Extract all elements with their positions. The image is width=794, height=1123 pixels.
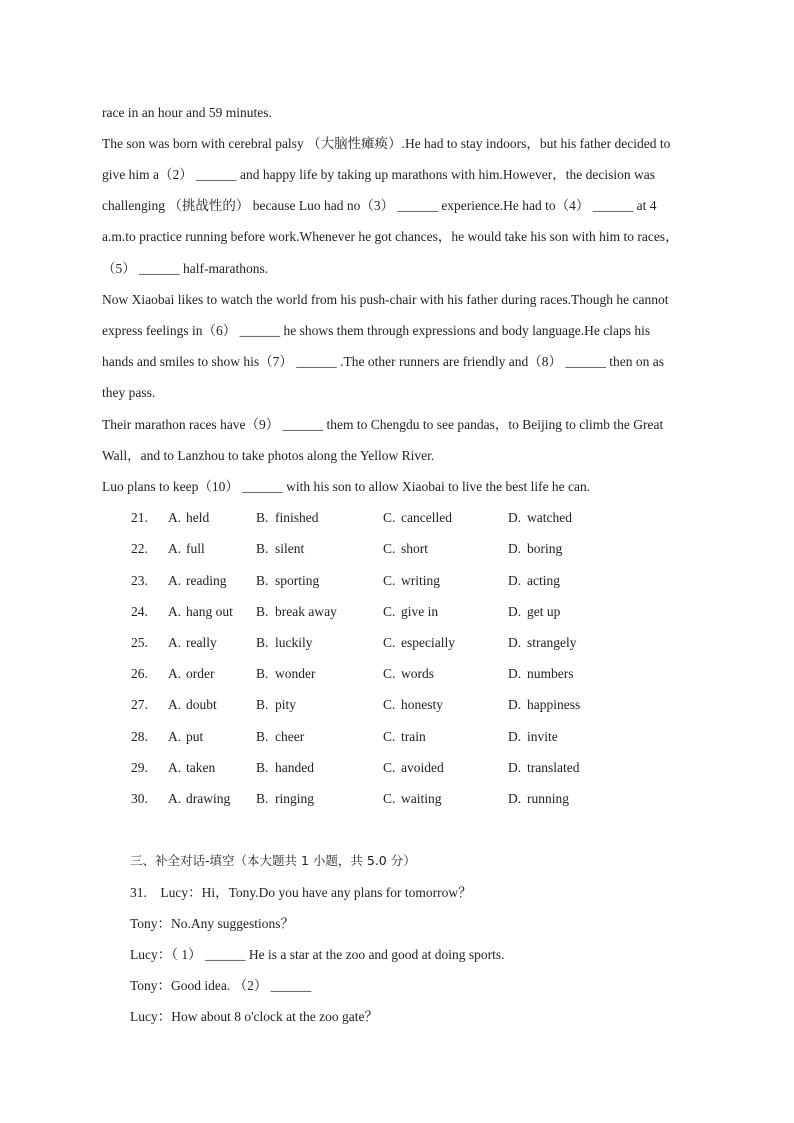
question-number: 22. <box>131 541 148 556</box>
option-label: C. <box>383 791 396 806</box>
option-d: acting <box>527 573 560 588</box>
option-a: taken <box>186 760 216 775</box>
option-b: sporting <box>275 573 320 588</box>
option-label: B. <box>256 510 269 525</box>
question-number: 23. <box>131 573 148 588</box>
option-c: words <box>401 666 434 681</box>
option-c: give in <box>401 604 439 619</box>
option-c: especially <box>401 635 455 650</box>
option-label: B. <box>256 541 269 556</box>
option-c: honesty <box>401 697 443 712</box>
passage-line: give him a（2） ______ and happy life by taking up marathons with him.However，the decision was <box>102 167 656 182</box>
option-label: D. <box>508 791 522 806</box>
option-d: boring <box>527 541 563 556</box>
question-row <box>0 759 794 777</box>
option-d: numbers <box>527 666 574 681</box>
option-a: reading <box>186 573 227 588</box>
passage-line: a.m.to practice running before work.Whenever he got chances，he would take his son with him to races， <box>102 229 679 244</box>
option-label: D. <box>508 510 522 525</box>
question-row <box>0 696 794 714</box>
option-label: D. <box>508 760 522 775</box>
option-b: wonder <box>275 666 316 681</box>
option-b: finished <box>275 510 319 525</box>
option-label: C. <box>383 697 396 712</box>
option-label: B. <box>256 729 269 744</box>
question-number: 24. <box>131 604 148 619</box>
option-label: D. <box>508 697 522 712</box>
option-a: hang out <box>186 604 233 619</box>
option-c: train <box>401 729 426 744</box>
option-label: C. <box>383 510 396 525</box>
option-label: A. <box>168 791 182 806</box>
dialogue-line: 31. Lucy：Hi，Tony.Do you have any plans for tomorrow？ <box>130 885 472 900</box>
option-a: doubt <box>186 697 217 712</box>
dialogue-line: Lucy：（ 1） ______ He is a star at the zoo and good at doing sports. <box>130 947 505 962</box>
option-label: D. <box>508 635 522 650</box>
option-b: pity <box>275 697 297 712</box>
question-row <box>0 540 794 558</box>
option-label: A. <box>168 541 182 556</box>
option-label: A. <box>168 573 182 588</box>
question-number: 26. <box>131 666 148 681</box>
question-number: 29. <box>131 760 148 775</box>
option-label: C. <box>383 635 396 650</box>
option-d: invite <box>527 729 558 744</box>
question-row <box>0 603 794 621</box>
option-label: C. <box>383 604 396 619</box>
passage-line: （5） ______ half-marathons. <box>102 261 269 276</box>
question-number: 25. <box>131 635 148 650</box>
option-c: avoided <box>401 760 444 775</box>
section-heading: 三、补全对话-填空（本大题共 1 小题，共 5.0 分） <box>130 853 416 868</box>
option-a: put <box>186 729 204 744</box>
passage-line: challenging （挑战性的） because Luo had no（3） ______ experience.He had to（4） ______ at 4 <box>102 198 657 213</box>
option-label: A. <box>168 510 182 525</box>
option-label: A. <box>168 666 182 681</box>
option-label: B. <box>256 697 269 712</box>
option-label: B. <box>256 604 269 619</box>
option-label: D. <box>508 666 522 681</box>
option-label: C. <box>383 729 396 744</box>
passage-line: express feelings in（6） ______ he shows them through expressions and body language.He claps his <box>102 323 651 338</box>
question-number: 30. <box>131 791 148 806</box>
option-label: A. <box>168 760 182 775</box>
option-label: D. <box>508 604 522 619</box>
option-b: handed <box>275 760 314 775</box>
option-label: D. <box>508 541 522 556</box>
option-label: B. <box>256 635 269 650</box>
question-number: 27. <box>131 697 148 712</box>
option-label: C. <box>383 541 396 556</box>
option-label: D. <box>508 729 522 744</box>
option-b: break away <box>275 604 337 619</box>
option-label: A. <box>168 697 182 712</box>
option-d: get up <box>527 604 561 619</box>
option-a: really <box>186 635 217 650</box>
option-b: cheer <box>275 729 305 744</box>
option-label: A. <box>168 604 182 619</box>
option-a: held <box>186 510 210 525</box>
option-label: C. <box>383 760 396 775</box>
question-row <box>0 509 794 527</box>
option-d: strangely <box>527 635 577 650</box>
passage-line: Wall，and to Lanzhou to take photos along the Yellow River. <box>102 448 435 463</box>
question-number: 28. <box>131 729 148 744</box>
option-d: translated <box>527 760 580 775</box>
passage-line: Now Xiaobai likes to watch the world from his push-chair with his father during races.Though he cannot <box>102 292 669 307</box>
option-a: order <box>186 666 215 681</box>
passage-line: they pass. <box>102 385 156 400</box>
passage-line: hands and smiles to show his（7） ______ .The other runners are friendly and（8） ______ then on as <box>102 354 665 369</box>
option-label: A. <box>168 635 182 650</box>
option-label: C. <box>383 666 396 681</box>
passage-line: race in an hour and 59 minutes. <box>102 105 272 120</box>
option-label: D. <box>508 573 522 588</box>
dialogue-line: Lucy：How about 8 o'clock at the zoo gate？ <box>130 1009 378 1024</box>
option-d: happiness <box>527 697 581 712</box>
option-c: writing <box>401 573 440 588</box>
question-row <box>0 728 794 746</box>
question-row <box>0 634 794 652</box>
passage-line: Their marathon races have（9） ______ them to Chengdu to see pandas，to Beijing to climb the Great <box>102 417 664 432</box>
dialogue-line: Tony：Good idea. （2） ______ <box>130 978 312 993</box>
dialogue-line: Tony：No.Any suggestions？ <box>130 916 295 931</box>
option-label: B. <box>256 760 269 775</box>
option-label: B. <box>256 666 269 681</box>
option-label: B. <box>256 573 269 588</box>
option-label: B. <box>256 791 269 806</box>
passage-line: The son was born with cerebral palsy （大脑性瘫痪）.He had to stay indoors，but his father decided to <box>102 136 671 151</box>
option-label: A. <box>168 729 182 744</box>
option-b: ringing <box>275 791 314 806</box>
option-d: running <box>527 791 569 806</box>
option-b: silent <box>275 541 305 556</box>
option-a: drawing <box>186 791 231 806</box>
passage-line: Luo plans to keep（10） ______ with his son to allow Xiaobai to live the best life he can. <box>102 479 591 494</box>
option-b: luckily <box>275 635 313 650</box>
option-c: waiting <box>401 791 442 806</box>
option-c: cancelled <box>401 510 452 525</box>
option-c: short <box>401 541 428 556</box>
question-row <box>0 790 794 808</box>
option-label: C. <box>383 573 396 588</box>
option-d: watched <box>527 510 572 525</box>
question-row <box>0 572 794 590</box>
question-row <box>0 665 794 683</box>
question-number: 21. <box>131 510 148 525</box>
option-a: full <box>186 541 205 556</box>
